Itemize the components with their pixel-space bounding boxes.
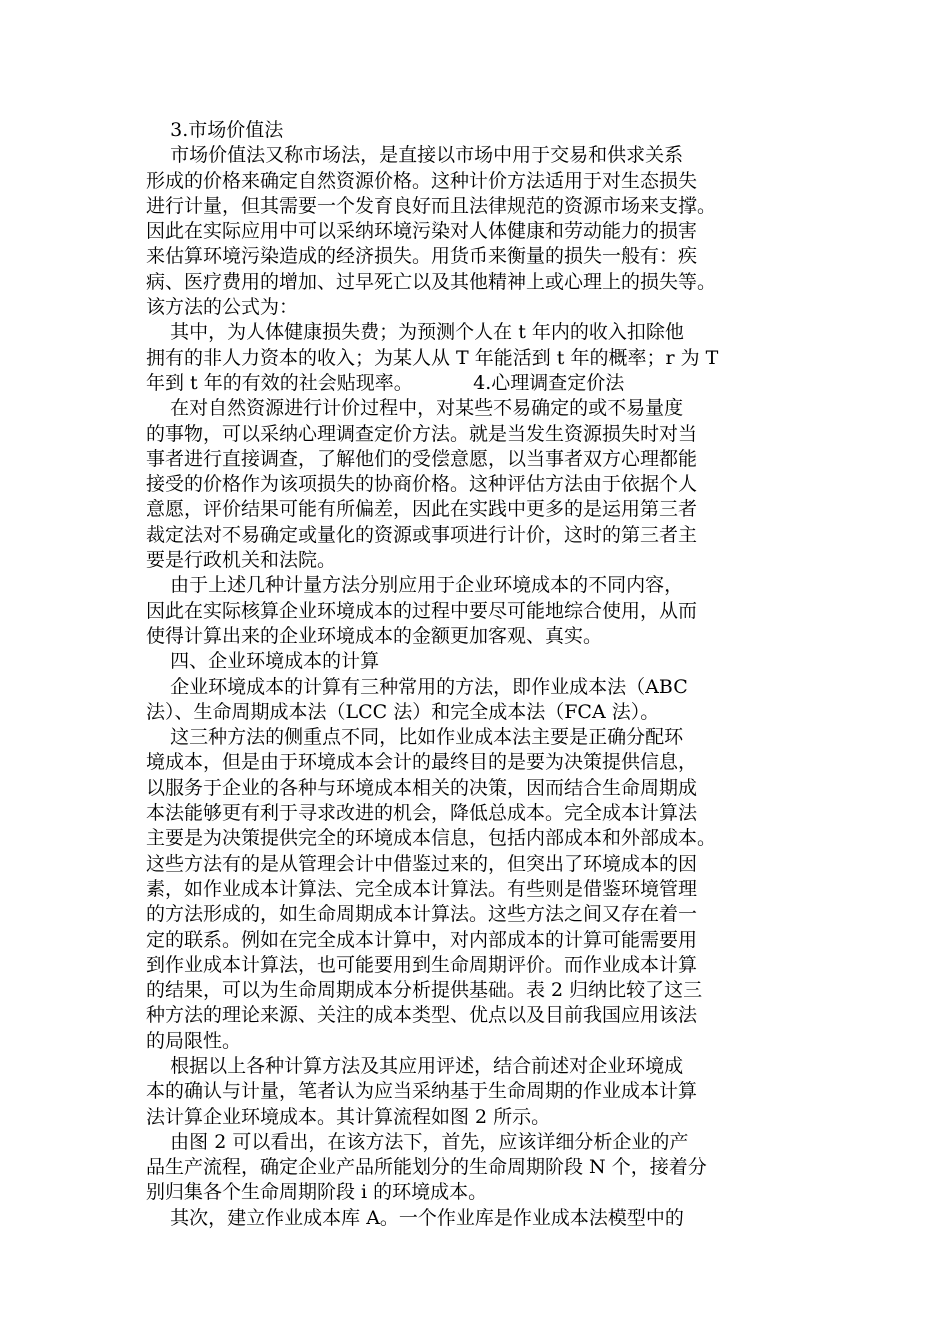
text-line: 使得计算出来的企业环境成本的金额更加客观、真实。 [146, 624, 603, 647]
text-line: 因此在实际核算企业环境成本的过程中要尽可能地综合使用，从而 [146, 599, 698, 622]
text-line: 意愿，评价结果可能有所偏差，因此在实践中更多的是运用第三者 [146, 498, 698, 521]
text-line: 境成本，但是由于环境成本会计的最终目的是要为决策提供信息， [146, 751, 698, 774]
text-line: 事者进行直接调查，了解他们的受偿意愿，以当事者双方心理都能 [146, 447, 698, 470]
text-line: 由图 2 可以看出，在该方法下，首先，应该详细分析企业的产 [146, 1130, 689, 1153]
text-line: 的事物，可以采纳心理调查定价方法。就是当发生资源损失时对当 [146, 422, 698, 445]
document-body [146, 118, 806, 1231]
text-line: 形成的价格来确定自然资源价格。这种计价方法适用于对生态损失 [146, 169, 698, 192]
text-line: 其中，为人体健康损失费；为预测个人在 t 年内的收入扣除他 [146, 321, 684, 344]
text-line: 的局限性。 [146, 1029, 242, 1052]
text-line: 本的确认与计量，笔者认为应当采纳基于生命周期的作业成本计算 [146, 1080, 698, 1103]
text-line: 到作业成本计算法，也可能要用到生命周期评价。而作业成本计算 [146, 953, 698, 976]
text-line: 法计算企业环境成本。其计算流程如图 2 所示。 [146, 1105, 551, 1128]
text-line: 以服务于企业的各种与环境成本相关的决策，因而结合生命周期成 [146, 776, 698, 799]
text-line: 因此在实际应用中可以采纳环境污染对人体健康和劳动能力的损害 [146, 220, 698, 243]
text-line: 根据以上各种计算方法及其应用评述，结合前述对企业环境成 [146, 1054, 684, 1077]
text-line: 素，如作业成本计算法、完全成本计算法。有些则是借鉴环境管理 [146, 877, 698, 900]
text-line-with-heading: 年到 t 年的有效的社会贴现率。 4.心理调查定价法 [146, 371, 625, 394]
text-line: 接受的价格作为该项损失的协商价格。这种评估方法由于依据个人 [146, 473, 698, 496]
text-line: 法）、生命周期成本法（LCC 法）和完全成本法（FCA 法）。 [146, 700, 660, 723]
text-line: 这些方法有的是从管理会计中借鉴过来的，但突出了环境成本的因 [146, 852, 698, 875]
text-line: 来估算环境污染造成的经济损失。用货币来衡量的损失一般有：疾 [146, 245, 698, 268]
text-line: 在对自然资源进行计价过程中，对某些不易确定的或不易量度 [146, 397, 684, 420]
text-line: 品生产流程，确定企业产品所能划分的生命周期阶段 N 个，接着分 [146, 1156, 707, 1179]
text-line: 这三种方法的侧重点不同，比如作业成本法主要是正确分配环 [146, 726, 684, 749]
text-line: 进行计量，但其需要一个发育良好而且法律规范的资源市场来支撑。 [146, 194, 717, 217]
text-line: 市场价值法又称市场法，是直接以市场中用于交易和供求关系 [146, 144, 684, 167]
text-line: 其次，建立作业成本库 A。一个作业库是作业成本法模型中的 [146, 1206, 684, 1229]
text-line: 别归集各个生命周期阶段 i 的环境成本。 [146, 1181, 488, 1204]
text-line: 要是行政机关和法院。 [146, 549, 337, 572]
text-line: 的结果，可以为生命周期成本分析提供基础。表 2 归纳比较了这三 [146, 979, 703, 1002]
text-line: 病、医疗费用的增加、过早死亡以及其他精神上或心理上的损失等。 [146, 270, 717, 293]
text-line: 种方法的理论来源、关注的成本类型、优点以及目前我国应用该法 [146, 1004, 698, 1027]
text-line: 本法能够更有利于寻求改进的机会，降低总成本。完全成本计算法 [146, 802, 698, 825]
section-heading-market-value: 3.市场价值法 [146, 119, 284, 141]
text-line: 裁定法对不易确定或量化的资源或事项进行计价，这时的第三者主 [146, 523, 698, 546]
text-line: 定的联系。例如在完全成本计算中，对内部成本的计算可能需要用 [146, 928, 698, 951]
text-line: 由于上述几种计量方法分别应用于企业环境成本的不同内容， [146, 574, 684, 597]
section-heading-cost-calculation: 四、企业环境成本的计算 [146, 650, 380, 673]
text-line: 拥有的非人力资本的收入；为某人从 T 年能活到 t 年的概率；r 为 T [146, 346, 719, 369]
text-line: 主要是为决策提供完全的环境成本信息，包括内部成本和外部成本。 [146, 827, 717, 850]
text-line: 该方法的公式为： [146, 296, 299, 319]
text-line: 企业环境成本的计算有三种常用的方法，即作业成本法（ABC [146, 675, 688, 698]
text-line: 的方法形成的，如生命周期成本计算法。这些方法之间又存在着一 [146, 903, 698, 926]
